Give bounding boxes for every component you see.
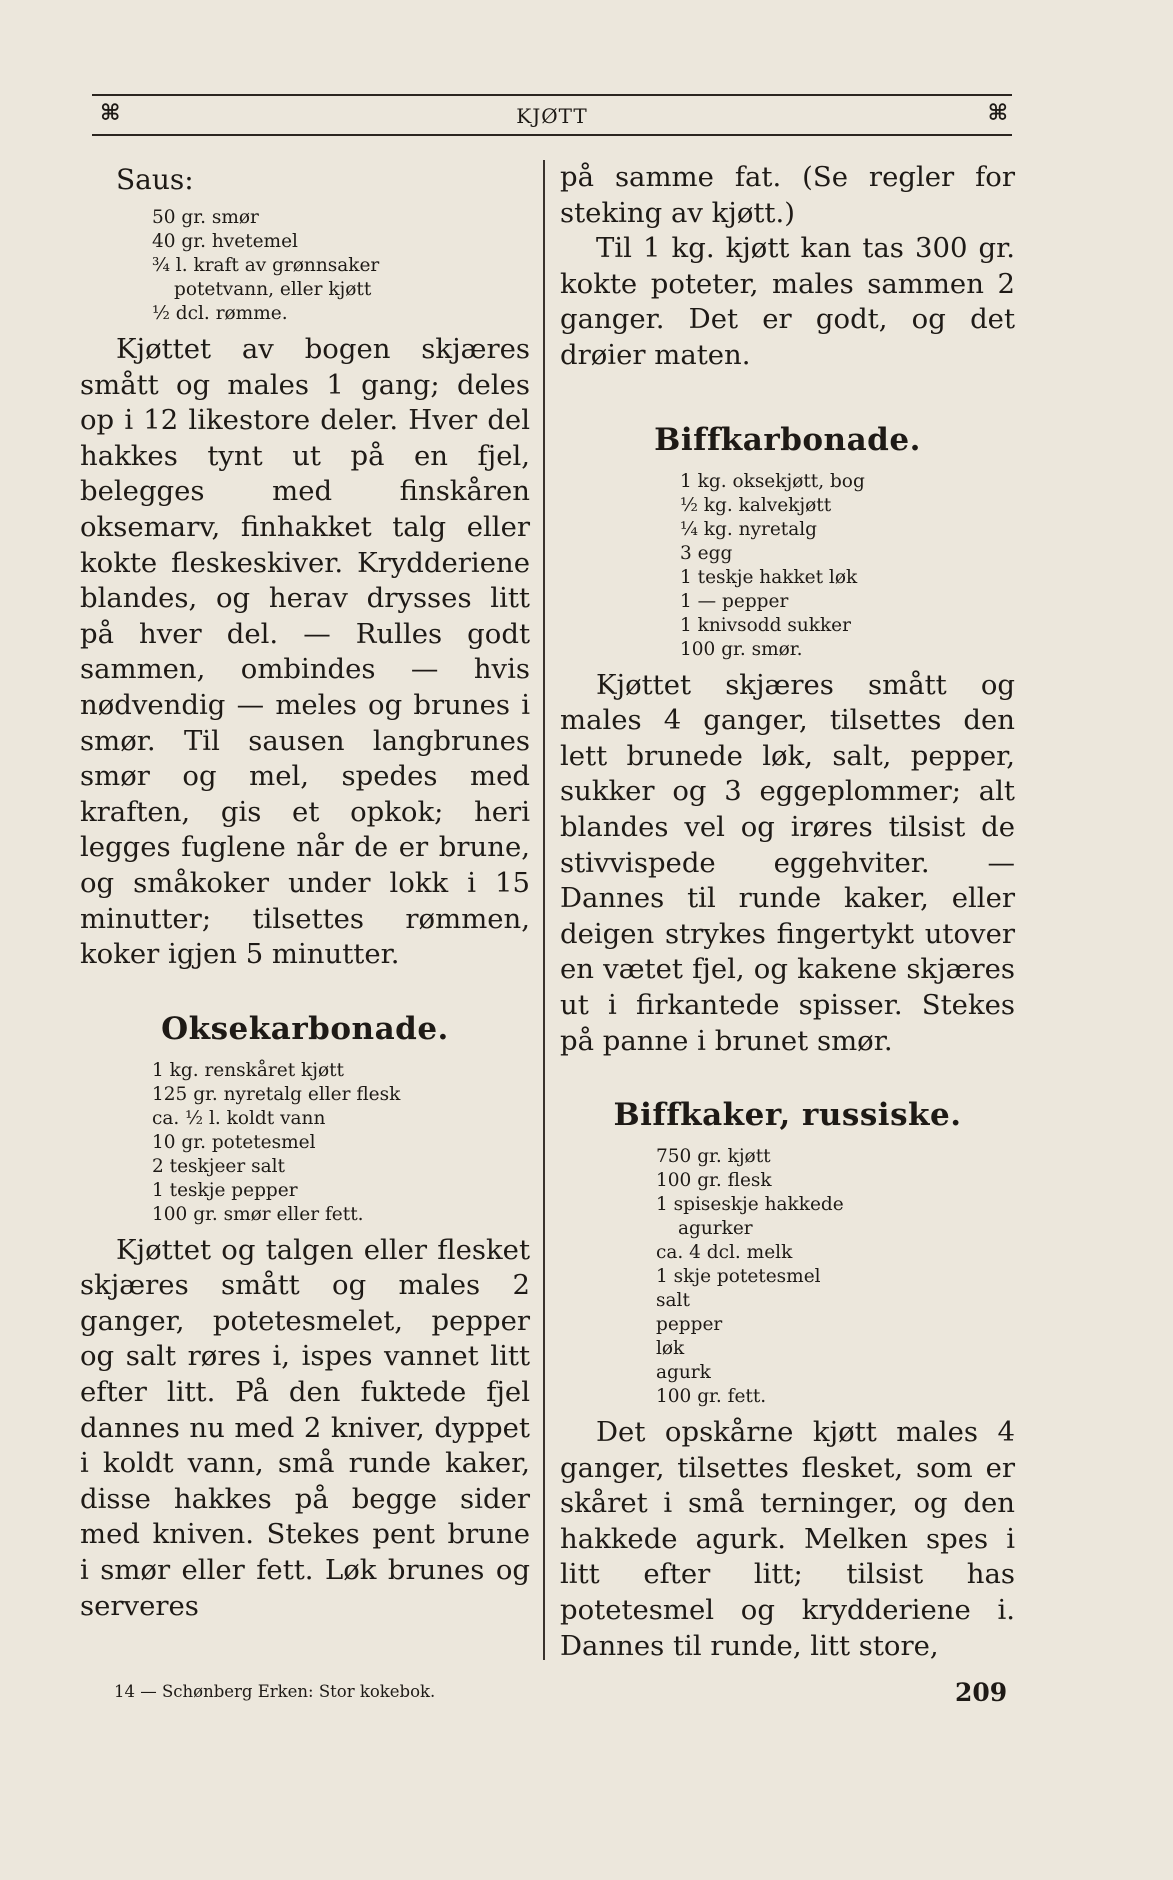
running-header (92, 94, 1012, 136)
ingredient-item: 1 — pepper (680, 590, 789, 612)
ingredient-item: ca. 4 dcl. melk (656, 1242, 793, 1264)
header-title: KJØTT (516, 104, 588, 128)
ingredient-item: ca. ½ l. koldt vann (152, 1107, 326, 1129)
recipe-paragraph: på samme fat. (Se regler for steking av kjøtt.) (560, 161, 1015, 229)
ingredient-item: 100 gr. smør. (680, 638, 803, 660)
ingredient-item: 3 egg (680, 542, 733, 564)
saus-ingredient-list (152, 206, 530, 326)
header-ornament-left-icon: ⌘ (100, 100, 121, 126)
ingredient-item: ¼ kg. nyretalg (680, 518, 818, 540)
ingredient-item: 1 teskje pepper (152, 1179, 298, 1201)
ingredient-item: 1 kg. oksekjøtt, bog (680, 470, 865, 492)
column-divider (543, 160, 545, 1660)
saus-label: Saus: (116, 163, 194, 196)
ingredient-item: 1 spiseskje hakkede (656, 1194, 844, 1216)
ingredient-item: agurker (678, 1218, 753, 1240)
ingredient-item: 1 kg. renskåret kjøtt (152, 1059, 344, 1081)
page-number: 209 (955, 1678, 1008, 1707)
recipe-paragraph: Kjøttet og talgen eller flesket skjæres smått og males 2 ganger, potetesmelet, pepper og salt røres i, ispes vannet litt efter litt. På den fuktede fjel dannes nu med 2 kniver, dyppet i koldt vann, små runde kaker, disse hakkes på begge sider med kniven. Stekes pent brune i smør eller fett. Løk brunes og serveres (80, 1233, 530, 1622)
ingredient-item: 40 gr. hvetemel (152, 231, 298, 252)
recipe-paragraph: Kjøttet av bogen skjæres smått og males 1 gang; deles op i 12 likestore deler. Hver del hakkes tynt ut på en fjel, belegges med finskåren oksemarv, finhakket talg eller kokte fleskeskiver. Krydderiene blandes, og herav drysses litt på hver del. — Rulles godt sammen, ombindes — hvis nødvendig — meles og brunes i smør. Til sausen langbrunes smør og mel, spedes med kraften, gis et opkok; heri legges fuglene når de er brune, og småkoker under lokk i 15 minutter; tilsettes rømmen, koker igjen 5 minutter. (80, 333, 530, 971)
footer-signature: 14 — Schønberg Erken: Stor kokebok. (114, 1682, 436, 1701)
ingredient-item: 100 gr. smør eller fett. (152, 1203, 364, 1225)
russ-ingredient-list (656, 1145, 1015, 1409)
recipe-heading: Biffkarbonade. (654, 421, 921, 458)
ingredient-item: 1 teskje hakket løk (680, 566, 858, 588)
recipe-heading: Biffkaker, russiske. (613, 1097, 962, 1134)
ingredient-item: ½ dcl. rømme. (152, 303, 288, 324)
ingredient-item: salt (656, 1290, 690, 1312)
ingredient-item: 10 gr. potetesmel (152, 1131, 316, 1153)
ingredient-item: 750 gr. kjøtt (656, 1146, 771, 1168)
ingredient-item: 50 gr. smør (152, 207, 259, 228)
ingredient-item: 1 skje potetesmel (656, 1266, 821, 1288)
ingredient-item: 1 knivsodd sukker (680, 614, 851, 636)
ingredient-item: potetvann, eller kjøtt (174, 279, 372, 300)
header-ornament-right-icon: ⌘ (987, 100, 1008, 126)
ingredient-item: agurk (656, 1362, 711, 1384)
left-column (80, 160, 530, 1624)
ingredient-item: 2 teskjeer salt (152, 1155, 285, 1177)
ingredient-item: ¾ l. kraft av grønnsaker (152, 255, 380, 276)
ingredient-item: 100 gr. fett. (656, 1386, 767, 1408)
ingredient-item: 100 gr. flesk (656, 1170, 772, 1192)
ingredient-item: 125 gr. nyretalg eller flesk (152, 1083, 401, 1105)
ingredient-item: løk (656, 1338, 685, 1360)
ingredient-item: pepper (656, 1314, 723, 1336)
recipe-paragraph: Til 1 kg. kjøtt kan tas 300 gr. kokte poteter, males sammen 2 ganger. Det er godt, og det drøier maten. (560, 232, 1015, 371)
okse-ingredient-list (152, 1059, 530, 1227)
right-column (560, 160, 1015, 1664)
biff-ingredient-list (680, 470, 1015, 662)
ingredient-item: ½ kg. kalvekjøtt (680, 494, 832, 516)
recipe-paragraph: Kjøttet skjæres smått og males 4 ganger, tilsettes den lett brunede løk, salt, pepper, sukker og 3 eggeplommer; alt blandes vel og irøres tilsist de stivvispede eggehviter. — Dannes til runde kaker, eller deigen strykes fingertykt utover en vætet fjel, og kakene skjæres ut i firkantede spisser. Stekes på panne i brunet smør. (560, 668, 1015, 1057)
recipe-heading: Oksekarbonade. (161, 1010, 449, 1047)
recipe-paragraph: Det opskårne kjøtt males 4 ganger, tilsettes flesket, som er skåret i små terninger, og den hakkede agurk. Melken spes i litt efter litt; tilsist has potetesmel og krydderiene i. Dannes til runde, litt store, (560, 1416, 1015, 1662)
